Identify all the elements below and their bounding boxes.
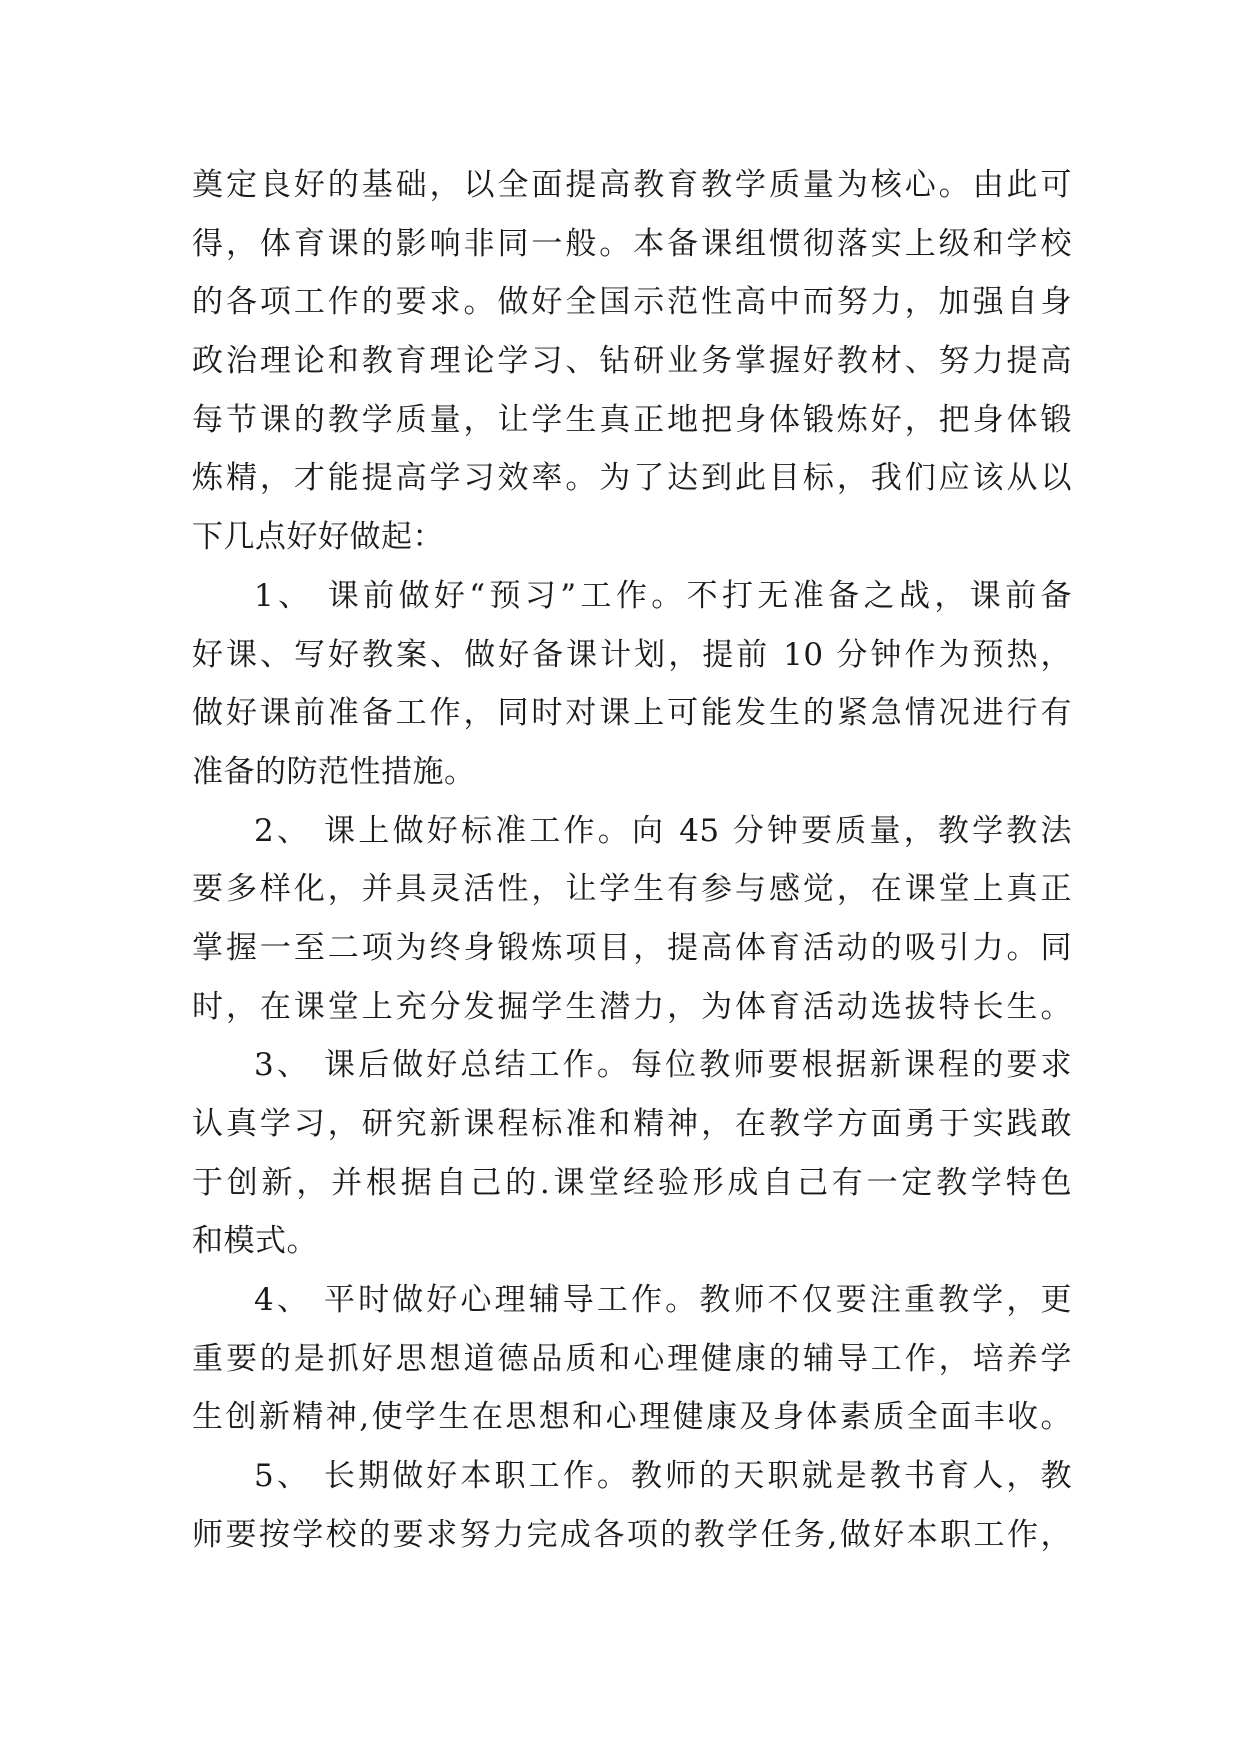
text-line: 下几点好好做起：	[192, 519, 444, 556]
text-line: 生创新精神,使学生在思想和心理健康及身体素质全面丰收。	[192, 1399, 1072, 1436]
text-line: 4、 平时做好心理辅导工作。教师不仅要注重教学，更	[254, 1282, 1072, 1319]
text-line: 2、 课上做好标准工作。向 45 分钟要质量，教学教法	[254, 812, 1072, 849]
text-line: 师要按学校的要求努力完成各项的教学任务,做好本职工作，	[192, 1516, 1072, 1553]
text-line: 奠定良好的基础，以全面提高教育教学质量为核心。由此可	[192, 167, 1072, 203]
text-line: 于创新，并根据自己的.课堂经验形成自己有一定教学特色	[192, 1164, 1072, 1201]
text-line: 的各项工作的要求。做好全国示范性高中而努力，加强自身	[192, 284, 1072, 321]
text-line: 时，在课堂上充分发掘学生潜力，为体育活动选拔特长生。	[192, 988, 1072, 1025]
text-line: 认真学习，研究新课程标准和精神，在教学方面勇于实践敢	[192, 1106, 1072, 1142]
text-line: 炼精，才能提高学习效率。为了达到此目标，我们应该从以	[192, 460, 1072, 497]
text-line: 每节课的教学质量，让学生真正地把身体锻炼好，把身体锻	[192, 401, 1072, 438]
text-line: 和模式。	[192, 1223, 318, 1260]
text-line: 政治理论和教育理论学习、钻研业务掌握好教材、努力提高	[192, 343, 1072, 380]
text-line: 做好课前准备工作，同时对课上可能发生的紧急情况进行有	[192, 695, 1072, 732]
body-text	[192, 160, 1072, 1569]
text-line: 掌握一至二项为终身锻炼项目，提高体育活动的吸引力。同	[192, 929, 1072, 966]
text-line: 好课、写好教案、做好备课计划，提前 10 分钟作为预热，	[192, 636, 1072, 673]
text-line: 要多样化，并具灵活性，让学生有参与感觉，在课堂上真正	[192, 871, 1072, 908]
text-line: 5、 长期做好本职工作。教师的天职就是教书育人，教	[254, 1458, 1072, 1495]
text-line: 准备的防范性措施。	[192, 753, 476, 790]
text-line: 重要的是抓好思想道德品质和心理健康的辅导工作，培养学	[192, 1340, 1072, 1377]
text-line: 得，体育课的影响非同一般。本备课组惯彻落实上级和学校	[192, 225, 1072, 262]
text-line: 3、 课后做好总结工作。每位教师要根据新课程的要求	[254, 1047, 1072, 1084]
text-line: 1、 课前做好“预习”工作。不打无准备之战，课前备	[254, 577, 1072, 614]
